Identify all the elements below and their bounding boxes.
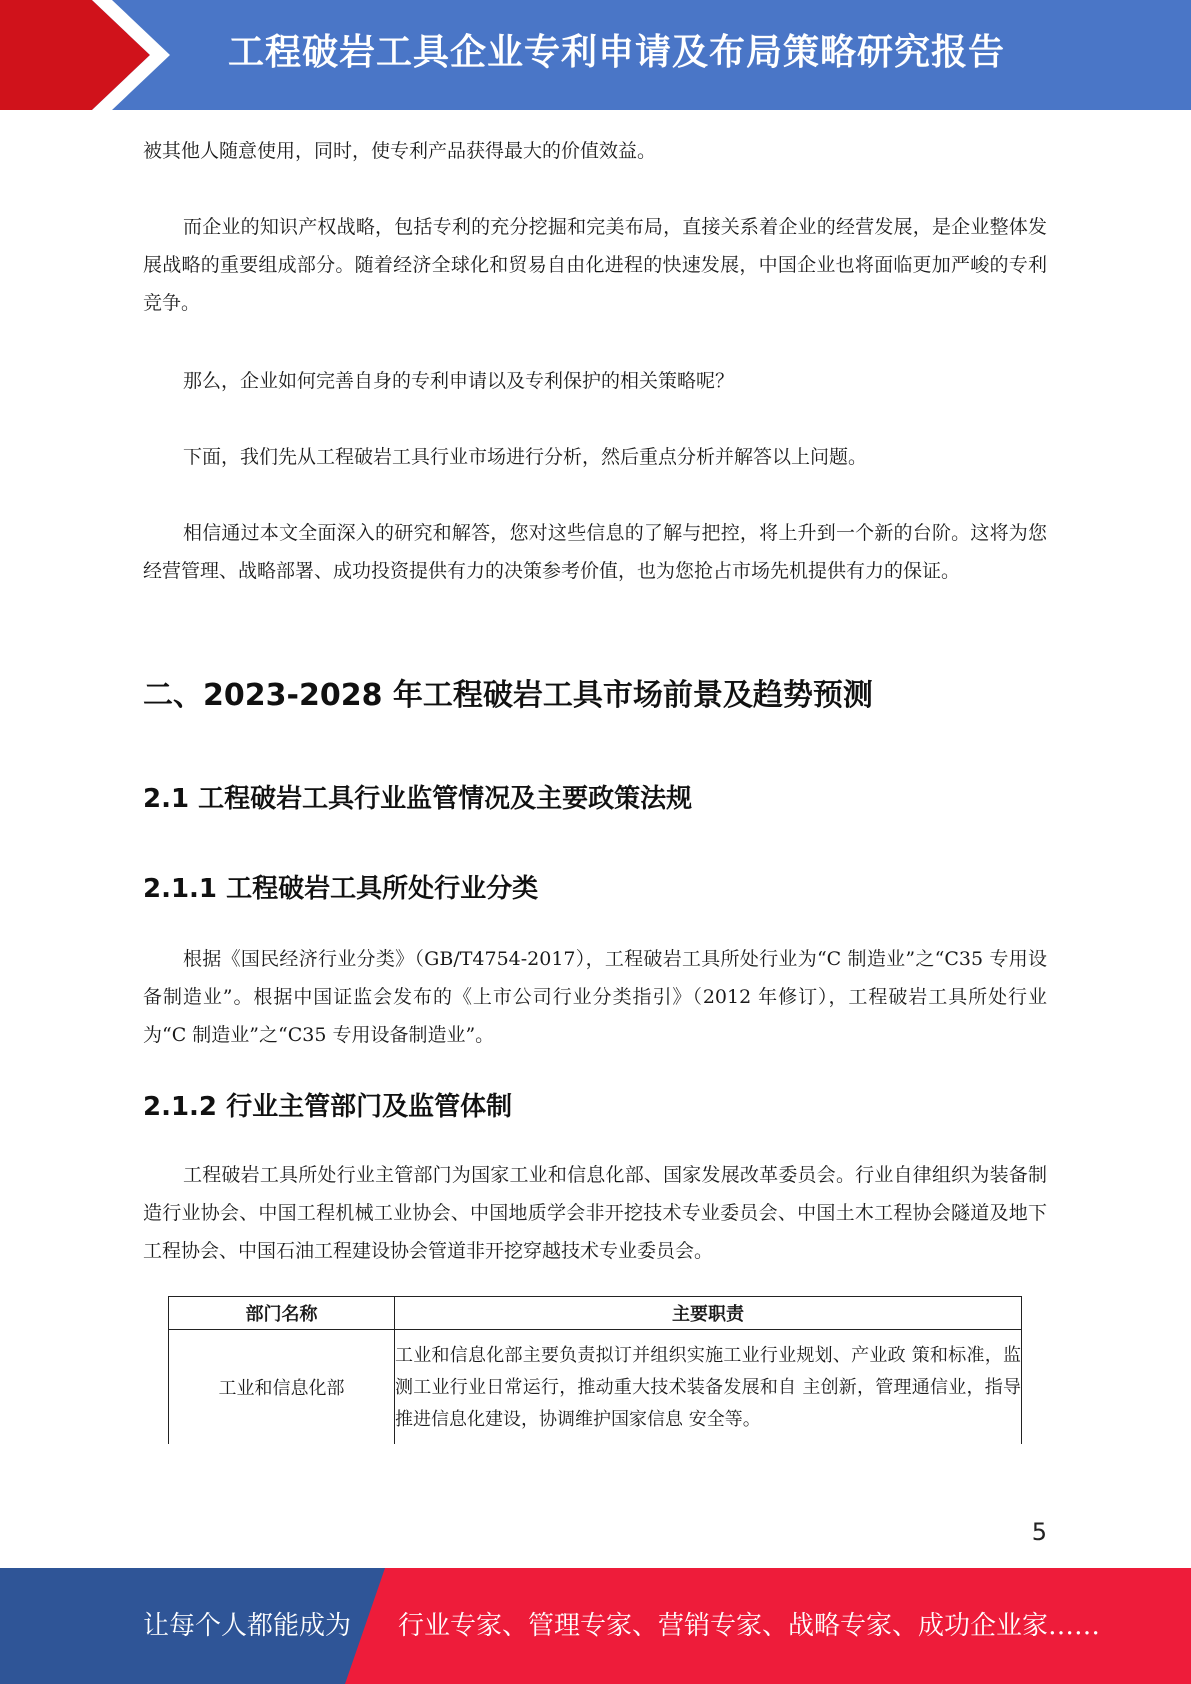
table-header-duty: 主要职责 bbox=[395, 1297, 1022, 1330]
paragraph: 下面，我们先从工程破岩工具行业市场进行分析，然后重点分析并解答以上问题。 bbox=[183, 446, 868, 468]
table-header-dept: 部门名称 bbox=[169, 1297, 395, 1330]
subsection-heading: 2.1 工程破岩工具行业监管情况及主要政策法规 bbox=[143, 784, 693, 814]
table-row bbox=[169, 1330, 1022, 1445]
table-cell-dept: 工业和信息化部 bbox=[169, 1330, 395, 1445]
regulator-table bbox=[168, 1296, 1022, 1444]
subsubsection-heading: 2.1.2 行业主管部门及监管体制 bbox=[143, 1092, 513, 1122]
section-heading: 二、2023-2028 年工程破岩工具市场前景及趋势预测 bbox=[143, 678, 873, 713]
paragraph: 工程破岩工具所处行业主管部门为国家工业和信息化部、国家发展改革委员会。行业自律组织为装备制造行业协会、中国工程机械工业协会、中国地质学会非开挖技术专业委员会、中国土木工程协会隧道及地下工程协会、中国石油工程建设协会管道非开挖穿越技术专业委员会。 bbox=[143, 1164, 1047, 1262]
paragraph: 相信通过本文全面深入的研究和解答，您对这些信息的了解与把控，将上升到一个新的台阶。这将为您经营管理、战略部署、成功投资提供有力的决策参考价值，也为您抢占市场先机提供有力的保证。 bbox=[143, 522, 1047, 582]
report-title: 工程破岩工具企业专利申请及布局策略研究报告 bbox=[228, 32, 1006, 73]
arrow-chevron-icon bbox=[0, 0, 260, 110]
table-cell-duty: 工业和信息化部主要负责拟订并组织实施工业行业规划、产业政 策和标准，监测工业行业日常运行，推动重大技术装备发展和自 主创新，管理通信业，指导推进信息化建设，协调维护国家信息 安全等。 bbox=[395, 1330, 1022, 1445]
table-header-row bbox=[169, 1297, 1022, 1330]
paragraph: 那么，企业如何完善自身的专利申请以及专利保护的相关策略呢？ bbox=[183, 370, 735, 392]
paragraph: 被其他人随意使用，同时，使专利产品获得最大的价值效益。 bbox=[143, 140, 657, 162]
footer-banner bbox=[0, 1568, 1191, 1684]
header-banner bbox=[0, 0, 1191, 110]
footer-slogan-left: 让每个人都能成为 bbox=[143, 1611, 352, 1641]
subsubsection-heading: 2.1.1 工程破岩工具所处行业分类 bbox=[143, 874, 539, 904]
page-number: 5 bbox=[1031, 1518, 1047, 1546]
paragraph: 根据《国民经济行业分类》（GB/T4754-2017），工程破岩工具所处行业为“C 制造业”之“C35 专用设备制造业”。根据中国证监会发布的《上市公司行业分类指引》（2012 年修订），工程破岩工具所处行业为“C 制造业”之“C35 专用设备制造业”。 bbox=[143, 948, 1047, 1046]
paragraph: 而企业的知识产权战略，包括专利的充分挖掘和完美布局，直接关系着企业的经营发展，是企业整体发展战略的重要组成部分。随着经济全球化和贸易自由化进程的快速发展，中国企业也将面临更加严峻的专利竞争。 bbox=[143, 216, 1047, 314]
footer-slogan-right: 行业专家、管理专家、营销专家、战略专家、成功企业家…… bbox=[398, 1611, 1101, 1641]
